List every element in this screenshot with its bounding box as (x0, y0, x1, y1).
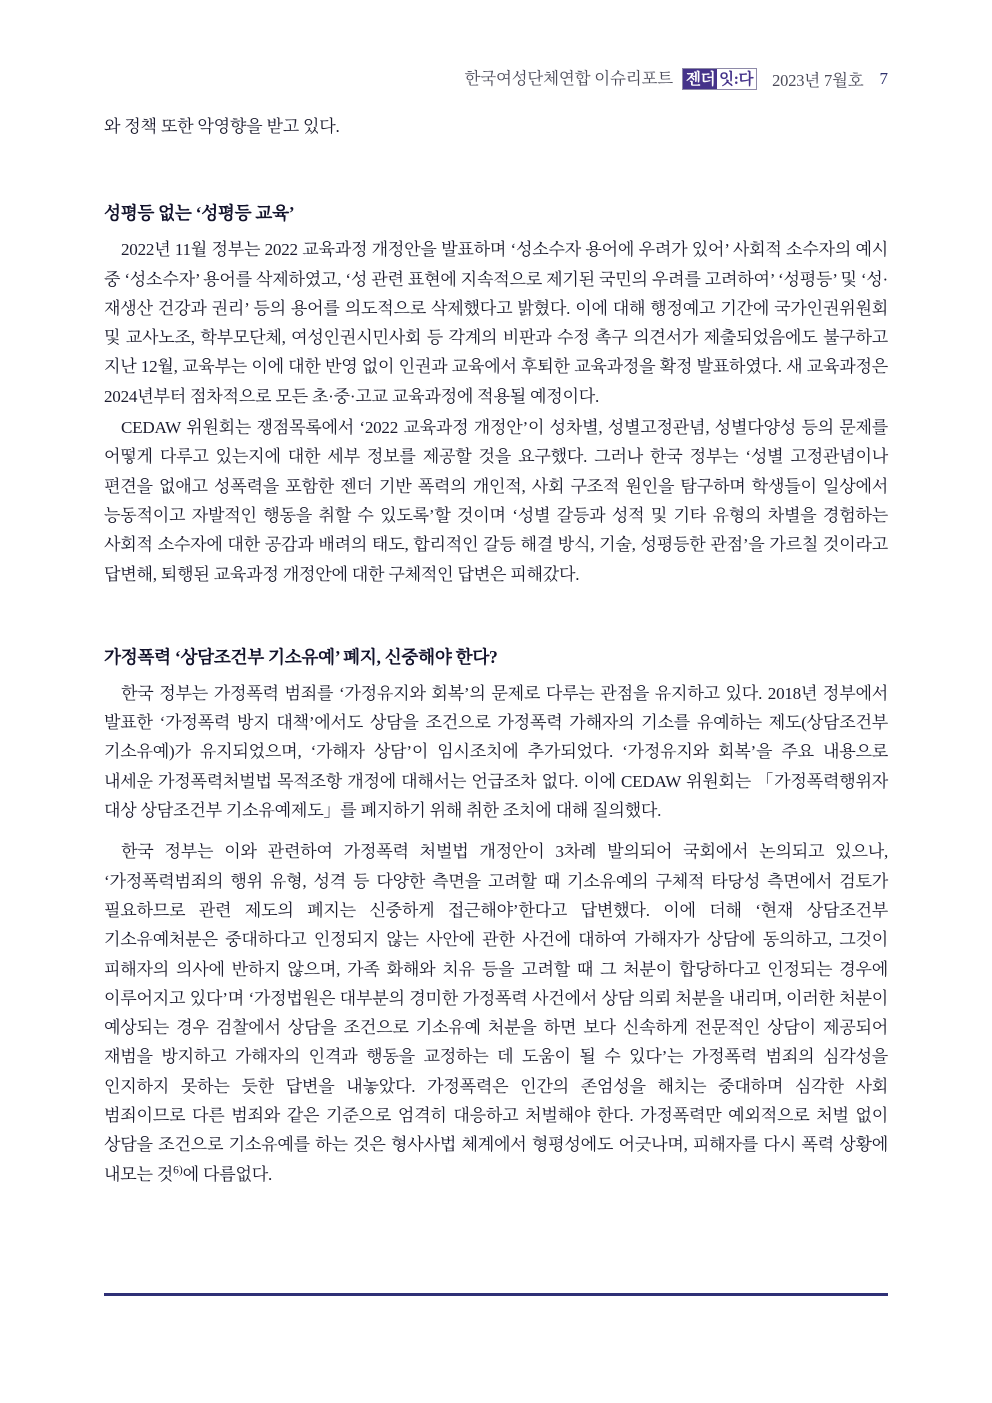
section2-paragraph-1: 한국 정부는 가정폭력 범죄를 ‘가정유지와 회복’의 문제로 다루는 관점을 유지하고 있다. 2018년 정부에서 발표한 ‘가정폭력 방지 대책’에서도 상담을 조건으로 가정폭력 가해자의 기소를 유예하는 제도(상담조건부 기소유예)가 유지되었으며, ‘가해자 상담’이 임시조치에 추가되었다. ‘가정유지와 회복’을 주요 내용으로 내세운 가정폭력처벌법 목적조항 개정에 대해서는 언급조차 없다. 이에 CEDAW 위원회는 「가정폭력행위자 대상 상담조건부 기소유예제도」를 폐지하기 위해 취한 조치에 대해 질의했다. (104, 683, 888, 821)
brand-badge (682, 68, 757, 90)
section2-paragraph-2-tail: 에 다름없다. (182, 1164, 273, 1184)
spacer (104, 671, 888, 679)
spacer (104, 141, 888, 199)
footer-divider (104, 1293, 888, 1296)
document-body (104, 112, 888, 1189)
footnote-marker[interactable]: 6) (173, 1163, 183, 1176)
section2-paragraph-2-text: 한국 정부는 이와 관련하여 가정폭력 처벌법 개정안이 3차례 발의되어 국회에서 논의되고 있으나, ‘가정폭력범죄의 행위 유형, 성격 등 다양한 측면을 고려할 때 기소유예의 구체적 타당성 측면에서 검토가 필요하므로 관련 제도의 폐지는 신중하게 접근해야’한다고 답변했다. 이에 더해 ‘현재 상담조건부 기소유예처분은 중대하다고 인정되지 않는 사안에 관한 사건에 대하여 가해자가 상담에 동의하고, 그것이 피해자의 의사에 반하지 않으며, 가족 화해와 치유 등을 고려할 때 그 처분이 합당하다고 인정되는 경우에 이루어지고 있다’며 ‘가정법원은 대부분의 경미한 가정폭력 사건에서 상담 의뢰 처분을 내리며, 이러한 처분이 예상되는 경우 검찰에서 상담을 조건으로 기소유예 처분을 하면 보다 신속하게 전문적인 상담이 제공되어 재범을 방지하고 가해자의 인격과 행동을 교정하는 데 도움이 될 수 있다’는 가정폭력 범죄의 심각성을 인지하지 못하는 듯한 답변을 내놓았다. 가정폭력은 인간의 존엄성을 해치는 중대하며 심각한 사회 범죄이므로 다른 범죄와 같은 기준으로 엄격히 대응하고 처벌해야 한다. 가정폭력만 예외적으로 처벌 없이 상담을 조건으로 기소유예를 하는 것은 형사사법 체계에서 형평성에도 어긋나며, 피해자를 다시 폭력 상황에 내모는 것 (104, 842, 888, 1184)
running-header (104, 62, 888, 96)
section1-paragraph-2: CEDAW 위원회는 쟁점목록에서 ‘2022 교육과정 개정안’이 성차별, 성별고정관념, 성별다양성 등의 문제를 어떻게 다루고 있는지에 대한 세부 정보를 제공할 것을 요구했다. 그러나 한국 정부는 ‘성별 고정관념이나 편견을 없애고 성폭력을 포함한 젠더 기반 폭력의 개인적, 사회 구조적 원인을 탐구하며 학생들이 일상에서 능동적이고 자발적인 행동을 취할 수 있도록’할 것이며 ‘성별 갈등과 성적 및 기타 유형의 차별을 경험하는 사회적 소수자에 대한 공감과 배려의 태도, 합리적인 갈등 해결 방식, 기술, 성평등한 관점’을 가르칠 것이라고 답변해, 퇴행된 교육과정 개정안에 대한 구체적인 답변은 피해갔다. (104, 418, 888, 584)
spacer (104, 825, 888, 837)
publication-title: 한국여성단체연합 이슈리포트 (464, 68, 674, 88)
brand-badge-left: 젠더 (683, 69, 717, 89)
brand-badge-right: 잇:다 (717, 69, 756, 89)
section-heading-1: 성평등 없는 ‘성평등 교육’ (104, 203, 295, 224)
section1-paragraph-1: 2022년 11월 정부는 2022 교육과정 개정안을 발표하며 ‘성소수자 용어에 우려가 있어’ 사회적 소수자의 예시 중 ‘성소수자’ 용어를 삭제하였고, ‘성 관련 표현에 지속적으로 제기된 국민의 우려를 고려하여’ ‘성평등’ 및 ‘성·재생산 건강과 권리’ 등의 용어를 의도적으로 삭제했다고 밝혔다. 이에 대해 행정예고 기간에 국가인권위원회 및 교사노조, 학부모단체, 여성인권시민사회 등 각계의 비판과 수정 촉구 의견서가 제출되었음에도 불구하고 지난 12월, 교육부는 이에 대한 반영 없이 인권과 교육에서 후퇴한 교육과정을 확정 발표하였다. 새 교육과정은 2024년부터 점차적으로 모든 초·중·고교 교육과정에 적용될 예정이다. (104, 240, 888, 406)
lead-paragraph: 와 정책 또한 악영향을 받고 있다. (104, 117, 340, 136)
section2-paragraph-2 (104, 837, 888, 1189)
section-heading-2: 가정폭력 ‘상담조건부 기소유예’ 폐지, 신중해야 한다? (104, 646, 498, 667)
spacer (104, 227, 888, 235)
spacer (104, 589, 888, 643)
issue-date: 2023년 7월호 (772, 71, 864, 90)
page-number: 7 (879, 69, 888, 88)
